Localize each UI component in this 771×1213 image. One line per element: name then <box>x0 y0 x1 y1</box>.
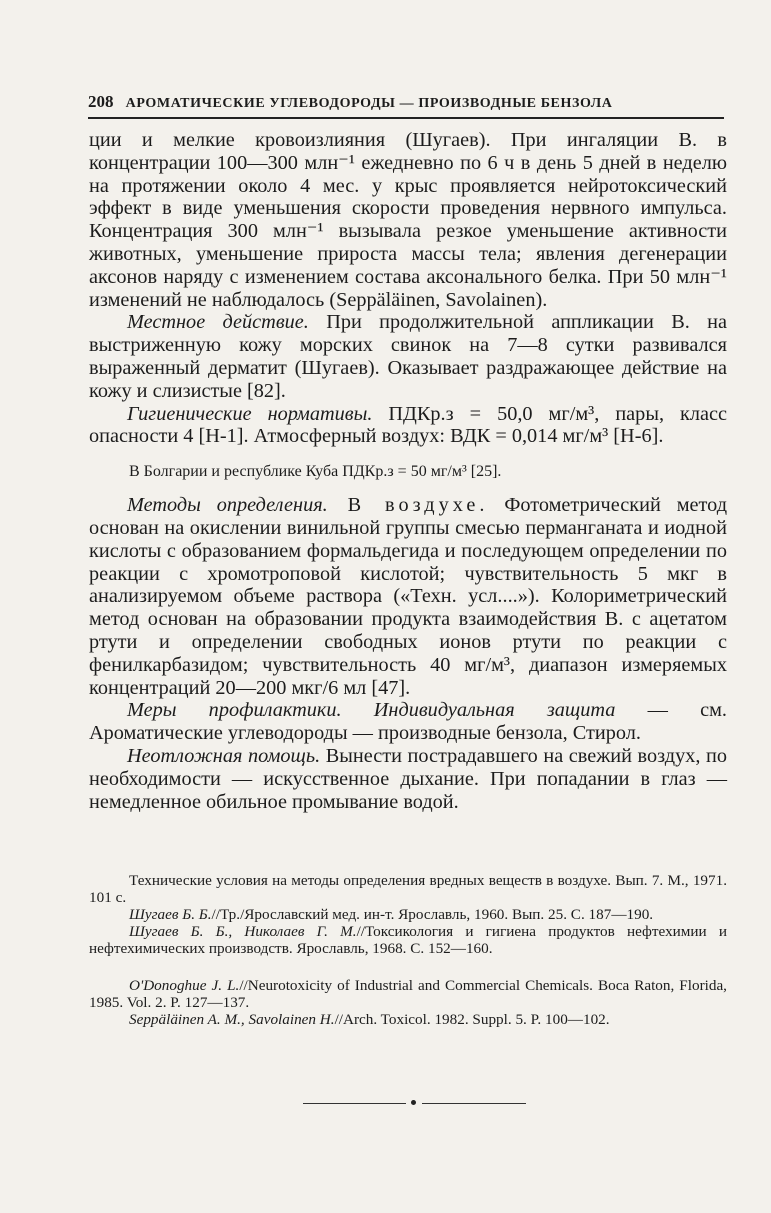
header-rule <box>88 117 724 119</box>
references <box>89 872 727 1028</box>
paragraph-hygiene-norms: Гигиенические нормативы. ПДКр.з = 50,0 мг/м³, пары, класс опасности 4 [Н-1]. Атмосферный воздух: ВДК = 0,014 мг/м³ [Н-6]. <box>89 402 727 448</box>
reference-item: Шугаев Б. Б.//Тр./Ярославский мед. ин-т. Ярославль, 1960. Вып. 25. С. 187—190. <box>129 906 654 923</box>
paragraph-prevention: Меры профилактики. Индивидуальная защита — см. Ароматические углеводороды — производные бензола, Стирол. <box>89 699 727 745</box>
paragraph-methods: Методы определения. В воздухе. Фотометрический метод основан на окислении винильной группы смесью перманганата и иодной кислоты с образованием формальдегида и последующем определении по реакции с хромотроповой кислотой; чувствительность 5 мкг в анализируемом объеме раствора («Техн. усл....»). Колориметрический метод основан на образовании продукта взаимодействия В. с ацетатом ртути и определении свободных ионов ртути по реакции с фенилкарбазидом; чувствительность 40 мг/м³, диапазон измеряемых концентраций 20—200 мкг/6 мл [47]. <box>89 494 728 699</box>
heading-first-aid: Неотложная помощь. <box>127 744 321 767</box>
paragraph-toxicity: ции и мелкие кровоизлияния (Шугаев). При ингаляции В. в концентрации 100—300 млн⁻¹ ежедневно по 6 ч в день 5 дней в неделю на протяжении около 4 мес. у крыс проявляется нейротоксический эффект в виде уменьшения скорости проведения нервного импульса. Концентрация 300 млн⁻¹ вызывала резкое уменьшение активности животных, уменьшение прироста массы тела; явления дегенерации аксонов наряду с изменением состава аксонального белка. При 50 млн⁻¹ изменений не наблюдалось (Seppäläinen, Savolainen). <box>89 129 727 311</box>
reference-item: O'Donoghue J. L.//Neurotoxicity of Industrial and Commercial Chemicals. Boca Raton, Florida, 1985. Vol. 2. P. 127—137. <box>89 977 727 1011</box>
running-title: АРОМАТИЧЕСКИЕ УГЛЕВОДОРОДЫ — ПРОИЗВОДНЫЕ БЕНЗОЛА <box>125 96 613 111</box>
reference-item: Seppäläinen A. M., Savolainen H.//Arch. Toxicol. 1982. Suppl. 5. P. 100—102. <box>129 1011 610 1028</box>
end-divider-left <box>303 1103 406 1104</box>
heading-methods: Методы определения. <box>127 494 328 517</box>
note-bulgaria-cuba: В Болгарии и республике Куба ПДКр.з = 50 мг/м³ [25]. <box>129 463 502 481</box>
page-number: 208 <box>88 92 114 111</box>
end-divider-right <box>422 1103 526 1104</box>
reference-item: Технические условия на методы определения вредных веществ в воздухе. Вып. 7. М., 1971. 101 с. <box>89 872 727 906</box>
reference-item: Шугаев Б. Б., Николаев Г. М.//Токсикология и гигиена продуктов нефтехимии и нефтехимических производств. Ярославль, 1968. С. 152—160. <box>89 923 727 957</box>
heading-hygiene-norms: Гигиенические нормативы. <box>127 402 373 425</box>
main-text <box>89 129 727 813</box>
paragraph-first-aid: Неотложная помощь. Вынести пострадавшего на свежий воздух, по необходимости — искусственное дыхание. При попадании в глаз — немедленное обильное промывание водой. <box>89 744 727 813</box>
heading-local-action: Местное действие. <box>127 311 309 334</box>
heading-prevention: Меры профилактики. Индивидуальная защита <box>127 699 616 722</box>
end-divider-dot <box>411 1100 416 1105</box>
running-header <box>88 92 726 112</box>
paragraph-local-action: Местное действие. При продолжительной аппликации В. на выстриженную кожу морских свинок на 7—8 сутки развивался выраженный дерматит (Шугаев). Оказывает раздражающее действие на кожу и слизистые [82]. <box>89 311 727 402</box>
